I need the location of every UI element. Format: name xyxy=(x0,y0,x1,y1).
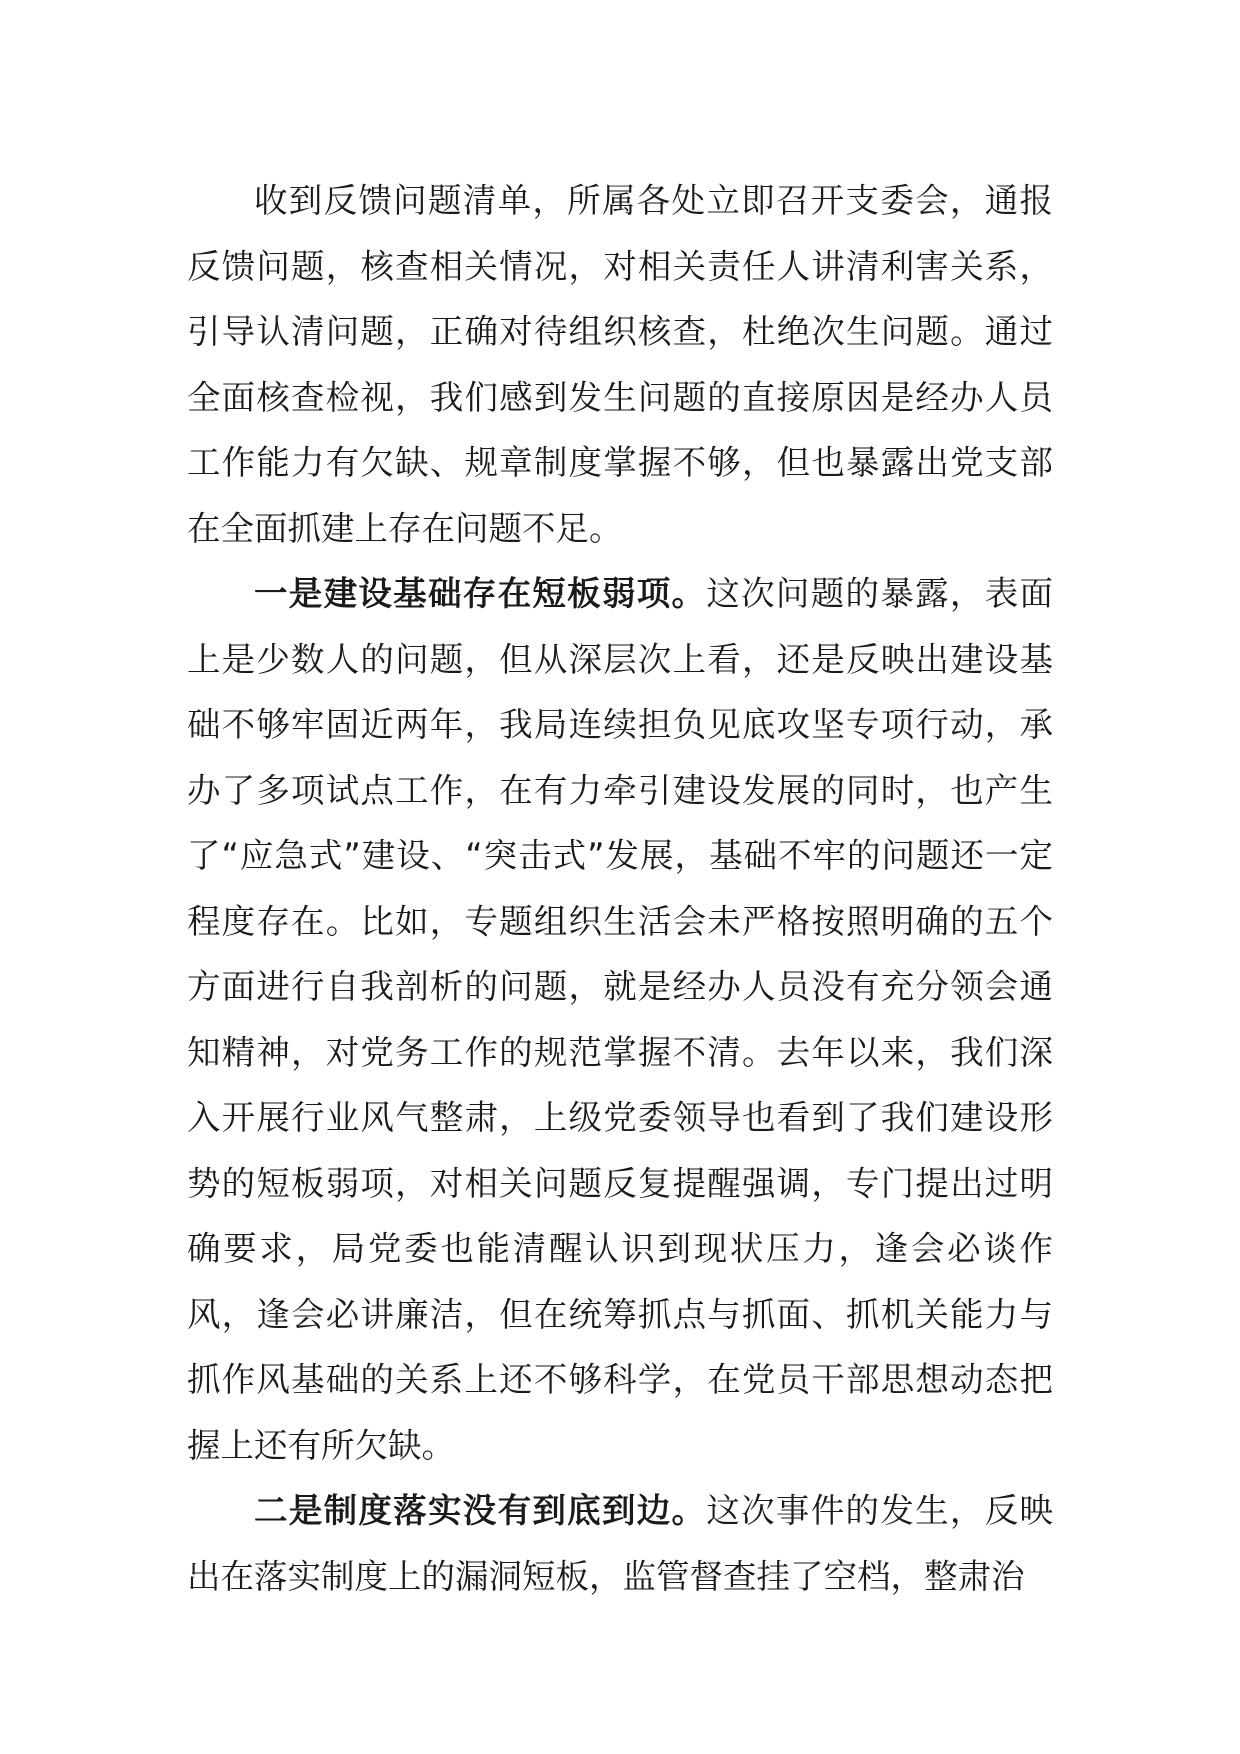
paragraph-intro-text: 收到反馈问题清单，所属各处立即召开支委会，通报反馈问题，核查相关情况，对相关责任人讲清利害关系，引导认清问题，正确对待组织核查，杜绝次生问题。通过全面核查检视，我们感到发生问题的直接原因是经办人员工作能力有欠缺、规章制度掌握不够，但也暴露出党支部在全面抓建上存在问题不足。 xyxy=(187,181,1053,548)
paragraph-intro xyxy=(187,168,1053,561)
document-body xyxy=(187,168,1053,1609)
paragraph-point-two xyxy=(187,1478,1053,1609)
paragraph-point-one xyxy=(187,561,1053,1478)
paragraph-point-one-text: 这次问题的暴露，表面上是少数人的问题，但从深层次上看，还是反映出建设基础不够牢固近两年，我局连续担负见底攻坚专项行动，承办了多项试点工作，在有力牵引建设发展的同时，也产生了“应急式”建设、“突击式”发展，基础不牢的问题还一定程度存在。比如，专题组织生活会未严格按照明确的五个方面进行自我剖析的问题，就是经办人员没有充分领会通知精神，对党务工作的规范掌握不清。去年以来，我们深入开展行业风气整肃，上级党委领导也看到了我们建设形势的短板弱项，对相关问题反复提醒强调，专门提出过明确要求，局党委也能清醒认识到现状压力，逢会必谈作风，逢会必讲廉洁，但在统筹抓点与抓面、抓机关能力与抓作风基础的关系上还不够科学，在党员干部思想动态把握上还有所欠缺。 xyxy=(187,574,1054,1465)
paragraph-point-one-heading: 一是建设基础存在短板弱项。 xyxy=(254,574,707,613)
paragraph-point-two-text: 这次事件的发生，反映出在落实制度上的漏洞短板，监管督查挂了空档，整肃治 xyxy=(187,1491,1054,1596)
paragraph-point-two-heading: 二是制度落实没有到底到边。 xyxy=(254,1491,707,1530)
